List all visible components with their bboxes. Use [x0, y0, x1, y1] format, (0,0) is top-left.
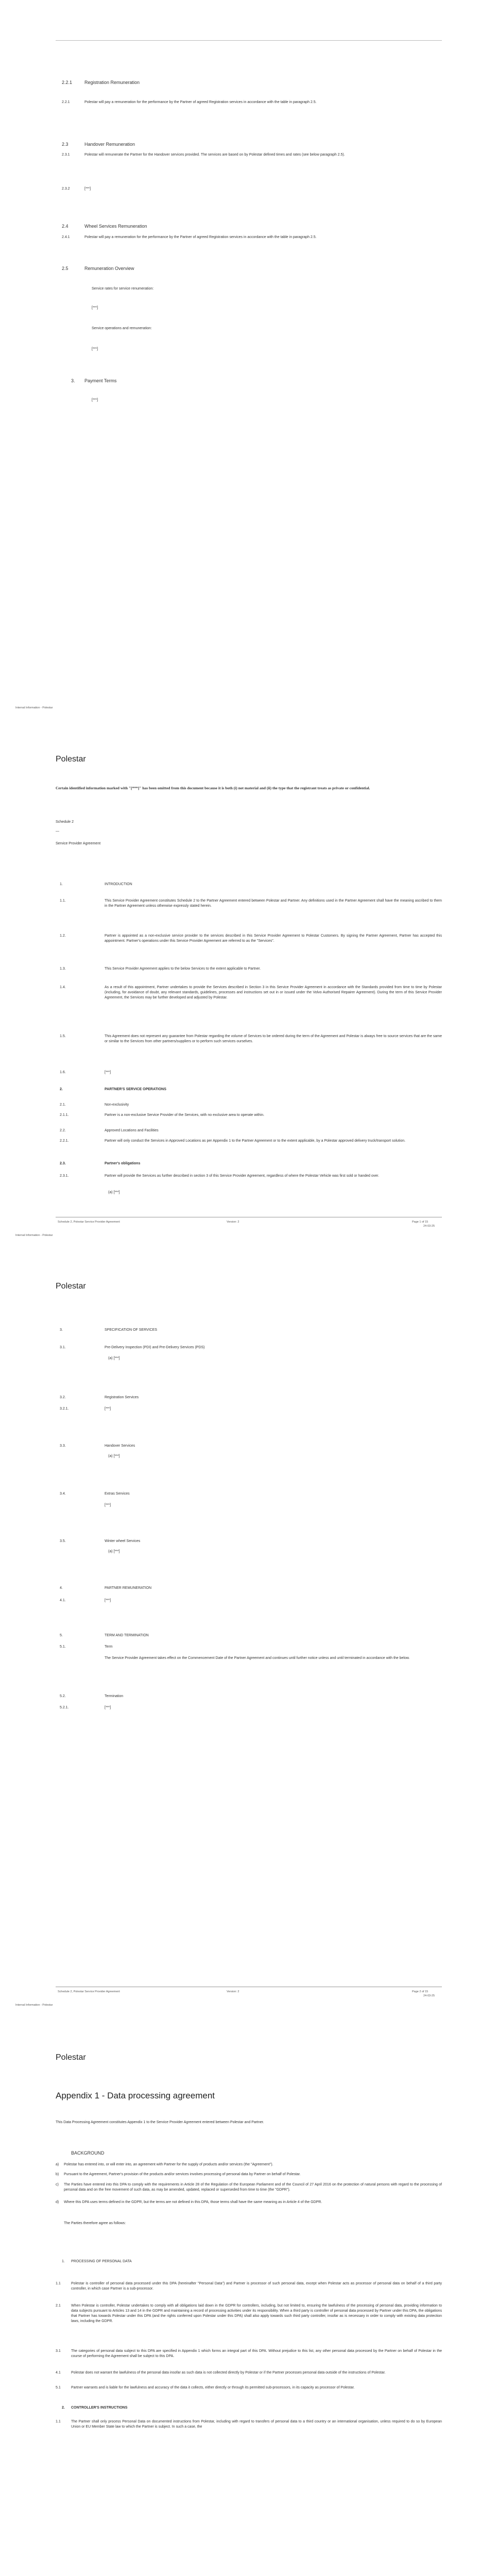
section-number: 5.1.: [60, 1645, 66, 1649]
section-number: 3.: [71, 378, 75, 383]
schedule-dash: —: [56, 829, 59, 833]
section-number: 2.2.1: [62, 80, 73, 85]
paragraph: TERM AND TERMINATION: [105, 1634, 149, 1637]
paragraph: Polestar will pay a remuneration for the performance by the Partner of agreed Registration services in accordance with the table in paragraph 2.5.: [84, 100, 317, 104]
section-number: 2.3: [62, 142, 68, 147]
paragraph: This Service Provider Agreement applies to the below Services to the extent applicable to Partner.: [105, 967, 261, 971]
section-number: 1.1: [56, 2282, 61, 2285]
brand-title: Polestar: [56, 755, 86, 764]
paragraph: Partner warrants and is liable for the lawfulness and accuracy of the data it collects, either directly or through its permitted sub-processors, in its capacity as processor of Polestar.: [71, 2386, 355, 2389]
paragraph: Non-exclusivity: [105, 1103, 129, 1107]
list-marker: d): [56, 2200, 59, 2204]
section-number: 4.1: [56, 2371, 61, 2375]
section-number: 2.: [60, 1088, 63, 1091]
section-number: 2.3.2: [62, 187, 70, 191]
section-number: 2.: [62, 2406, 65, 2410]
section-number: 2.2.1.: [60, 1139, 69, 1143]
paragraph: The Parties have entered into this DPA to comply with the requirements in Article 28 of the Regulation of the European Parliament and of the Council of 27 April 2016 on the protection of natural persons with regard to the processing of personal data and on the free movement of such data, as may be amended, updated, replaced or superseded from time to time (the "GDPR").: [64, 2183, 442, 2192]
paragraph: Polestar will remunerate the Partner for the Handover services provided. The services are based on by Polestar defined times and rates (see below paragraph 2.5).: [84, 153, 345, 157]
footer-left: Schedule 2, Polestar Service Provider Agreement: [58, 1221, 120, 1224]
paragraph: Polestar has entered into, or will enter into, an agreement with Partner for the supply of products and/or services (the "Agreement").: [64, 2163, 273, 2166]
appendix-title: Appendix 1 - Data processing agreement: [56, 2091, 215, 2100]
paragraph: Pre-Delivery Inspection (PDI) and Pre-Delivery Services (PDS): [105, 1346, 205, 1349]
paragraph: This Service Provider Agreement constitutes Schedule 2 to the Partner Agreement entered between Polestar and Partner. Any definitions used in the Partner Agreement shall have the meaning ascribed to them in the Partner Agreement unless otherwise expressly stated herein.: [105, 899, 442, 908]
brand-title: Polestar: [56, 1282, 86, 1291]
footer-page: Page 1 of 15: [412, 1221, 429, 1224]
section-number: 5.1: [56, 2386, 61, 2389]
section-number: 3.3.: [60, 1444, 66, 1448]
paragraph: (a) [***]: [108, 1550, 120, 1553]
paragraph: (a) [***]: [108, 1357, 120, 1360]
paragraph: Partner will only conduct the Services in Approved Locations as per Appendix 1 to the Partner Agreement or to the extent applicable, by a Polestar approved delivery truck/transport solution.: [105, 1139, 406, 1143]
section-number: 1.4.: [60, 986, 66, 989]
section-number: 2.3.: [60, 1162, 66, 1165]
section-heading: Remuneration Overview: [84, 266, 134, 271]
paragraph: [***]: [105, 1407, 111, 1411]
footer-version: Version: 2: [227, 1990, 239, 1993]
footer-page: Page 2 of 15: [412, 1990, 429, 1993]
paragraph: PARTNER REMUNERATION: [105, 1586, 152, 1590]
section-heading: Payment Terms: [84, 378, 117, 383]
paragraph: When Polestar is controller, Polestar undertakes to comply with all obligations laid down in the GDPR for controllers, including, but not limited to, ensuring the lawfulness of the processing of personal data, providing information to data subjects pursuant to Articles 13 and 14 in the GDPR and maintaining a record of processing activities under its responsibility. When a third party is controller of personal data processed by Partner under this DPA, the obligations that Partner has towards Polestar under this DPA (and the rights conferred upon Polestar under this DPA) shall also apply towards such third party controller, insofar as is necessary in order to comply with existing data protection laws, including the GDPR.: [71, 2304, 442, 2323]
paragraph: (a) [***]: [108, 1191, 120, 1194]
footer-date: 24-03-25: [423, 1994, 435, 1997]
section-number: 2.3.1.: [60, 1174, 69, 1178]
footer-left: Schedule 2, Polestar Service Provider Agreement: [58, 1990, 120, 1993]
footer-version: Version: 2: [227, 1221, 239, 1224]
section-number: 3.2.: [60, 1396, 66, 1399]
paragraph: SPECIFICATION OF SERVICES: [105, 1328, 158, 1332]
section-number: 5.2.: [60, 1694, 66, 1698]
section-number: 4.1.: [60, 1599, 66, 1602]
paragraph: Partner's obligations: [105, 1162, 141, 1165]
section-number: 1.5.: [60, 1035, 66, 1038]
section-number: 1.3.: [60, 967, 66, 971]
section-heading: Handover Remuneration: [84, 142, 135, 147]
section-number: 1.1: [56, 2420, 61, 2424]
paragraph: [***]: [105, 1706, 111, 1709]
paragraph: INTRODUCTION: [105, 883, 132, 886]
paragraph: Where this DPA uses terms defined in the GDPR, but the terms are not defined in this DPA, those terms shall have the same meaning as in Article 4 of the GDPR.: [64, 2200, 322, 2204]
paragraph: Term: [105, 1645, 113, 1649]
paragraph: Pursuant to the Agreement, Partner's provision of the products and/or services involves processing of personal data by Partner on behalf of Polestar.: [64, 2173, 301, 2176]
paragraph: [***]: [92, 347, 98, 351]
paragraph: Handover Services: [105, 1444, 135, 1448]
section-number: 3.4.: [60, 1492, 66, 1496]
disclaimer: Certain identified information marked with "[***]" has been omitted from this document because it is both (i) not material and (ii) the type that the registrant treats as private or confidential.: [56, 786, 370, 790]
paragraph: (a) [***]: [108, 1454, 120, 1458]
paragraph: Polestar does not warrant the lawfulness of the personal data insofar as such data is not collected directly by Polestar or if the Partner processes personal data outside of the instructions of Polestar.: [71, 2371, 386, 2375]
internal-information-label: Internal Information - Polestar: [15, 1234, 53, 1237]
section-number: 3.5.: [60, 1539, 66, 1543]
section-number: 3.1.: [60, 1346, 66, 1349]
paragraph: Service operations and remuneration:: [92, 327, 152, 330]
paragraph: [***]: [92, 398, 98, 402]
paragraph: [***]: [84, 187, 91, 191]
section-number: 4.: [60, 1586, 63, 1590]
paragraph: Partner will provide the Services as further described in section 3 of this Service Provider Agreement, regardless of where the Polestar Vehicle was first sold or handed over.: [105, 1174, 380, 1178]
paragraph: Registration Services: [105, 1396, 139, 1399]
section-number: 5.2.1.: [60, 1706, 69, 1709]
section-number: 1.1.: [60, 899, 66, 903]
section-number: 2.1.1.: [60, 1113, 69, 1117]
section-number: 2.3.1: [62, 153, 70, 157]
page1-top-rule: [56, 40, 442, 41]
section-number: 2.2.1: [62, 100, 70, 104]
paragraph: PARTNER'S SERVICE OPERATIONS: [105, 1088, 166, 1091]
section-number: 3.2.1.: [60, 1407, 69, 1411]
section-number: 3.: [60, 1328, 63, 1332]
paragraph: This Agreement does not represent any guarantee from Polestar regarding the volume of Services to be ordered during the term of the Agreement and Polestar is always free to source services that are the same or similar to the Services from other partners/suppliers or to perform such services ourselves.: [105, 1035, 442, 1043]
list-marker: a): [56, 2163, 59, 2166]
section-number: 1.: [62, 2260, 65, 2263]
paragraph: [***]: [105, 1071, 111, 1074]
paragraph: Polestar will pay a remuneration for the performance by the Partner of agreed Registration services in accordance with the table in paragraph 2.5.: [84, 235, 317, 239]
background-heading: BACKGROUND: [71, 2150, 105, 2156]
paragraph: Partner is a non-exclusive Service Provider of the Services, with no exclusive area to operate within.: [105, 1113, 265, 1117]
section-number: 2.4: [62, 224, 68, 229]
paragraph: Polestar is controller of personal data processed under this DPA (hereinafter "Personal Data") and Partner is processor of such personal data, except when Polestar acts as processor of personal data on behalf of a third party controller, in which case Partner is a sub-processor.: [71, 2282, 442, 2291]
paragraph: Service rates for service renumeration:: [92, 287, 154, 291]
paragraph: Winter wheel Services: [105, 1539, 141, 1543]
internal-information-label: Internal Information - Polestar: [15, 706, 53, 709]
agree-text: The Parties therefore agree as follows:: [64, 2222, 126, 2225]
paragraph: CONTROLLER'S INSTRUCTIONS: [71, 2406, 128, 2410]
section-heading: Wheel Services Remuneration: [84, 224, 147, 229]
section-number: 2.2.: [60, 1129, 66, 1132]
paragraph: The Service Provider Agreement takes effect on the Commencement Date of the Partner Agreement and continues until further notice unless and until terminated in accordance with the below.: [105, 1656, 410, 1660]
paragraph: The Partner shall only process Personal Data on documented instructions from Polestar, including with regard to transfers of personal data to a third country or an international organisation, unless required to do so by European Union or EU Member State law to which the Partner is subject. In such a case, the: [71, 2420, 442, 2429]
section-number: 3.1: [56, 2349, 61, 2353]
paragraph: Termination: [105, 1694, 124, 1698]
list-marker: b): [56, 2173, 59, 2176]
paragraph: Extras Services: [105, 1492, 130, 1496]
paragraph: Approved Locations and Facilities: [105, 1129, 159, 1132]
paragraph: [***]: [105, 1599, 111, 1602]
paragraph: [***]: [105, 1503, 111, 1507]
section-number: 2.1.: [60, 1103, 66, 1107]
list-marker: c): [56, 2183, 59, 2187]
paragraph: PROCESSING OF PERSONAL DATA: [71, 2260, 132, 2263]
section-number: 1.2.: [60, 934, 66, 938]
footer-date: 24-03-25: [423, 1225, 435, 1228]
section-number: 2.5: [62, 266, 68, 271]
section-number: 1.: [60, 883, 63, 886]
appendix-intro: This Data Processing Agreement constitutes Appendix 1 to the Service Provider Agreement entered between Polestar and Partner.: [56, 2121, 264, 2124]
brand-title: Polestar: [56, 2053, 86, 2062]
paragraph: The categories of personal data subject to this DPA are specified in Appendix 1 which forms an integral part of this DPA. Without prejudice to this list, any other personal data processed by the Partner on behalf of Polestar in the course of performing the Agreement shall be subject to this DPA.: [71, 2349, 442, 2358]
section-number: 5.: [60, 1634, 63, 1637]
internal-information-label: Internal Information - Polestar: [15, 2004, 53, 2007]
paragraph: Partner is appointed as a non-exclusive service provider to the services described in this Service Provider Agreement to Polestar Customers. By signing the Partner Agreement, Partner has accepted this appointment. Partner's operations under this Service Provider Agreement are referred to as the "Services".: [105, 934, 442, 943]
section-heading: Registration Remuneration: [84, 80, 140, 85]
section-number: 2.1: [56, 2304, 61, 2308]
schedule-subtitle: Service Provider Agreement: [56, 842, 101, 845]
paragraph: As a result of this appointment, Partner undertakes to provide the Services described in Section 3 in this Service Provider Agreement in accordance with the Standards provided from time to time by Polestar (including, for avoidance of doubt, any relevant standards, guidelines, processes and instructions set out in or issued under the Volvo Authorised Repairer Agreement). During the term of this Service Provider Agreement, the Services may be further developed and adjusted by Polestar.: [105, 986, 442, 999]
section-number: 1.6.: [60, 1071, 66, 1074]
section-number: 2.4.1: [62, 235, 70, 239]
paragraph: [***]: [92, 306, 98, 310]
schedule-label: Schedule 2: [56, 820, 74, 824]
